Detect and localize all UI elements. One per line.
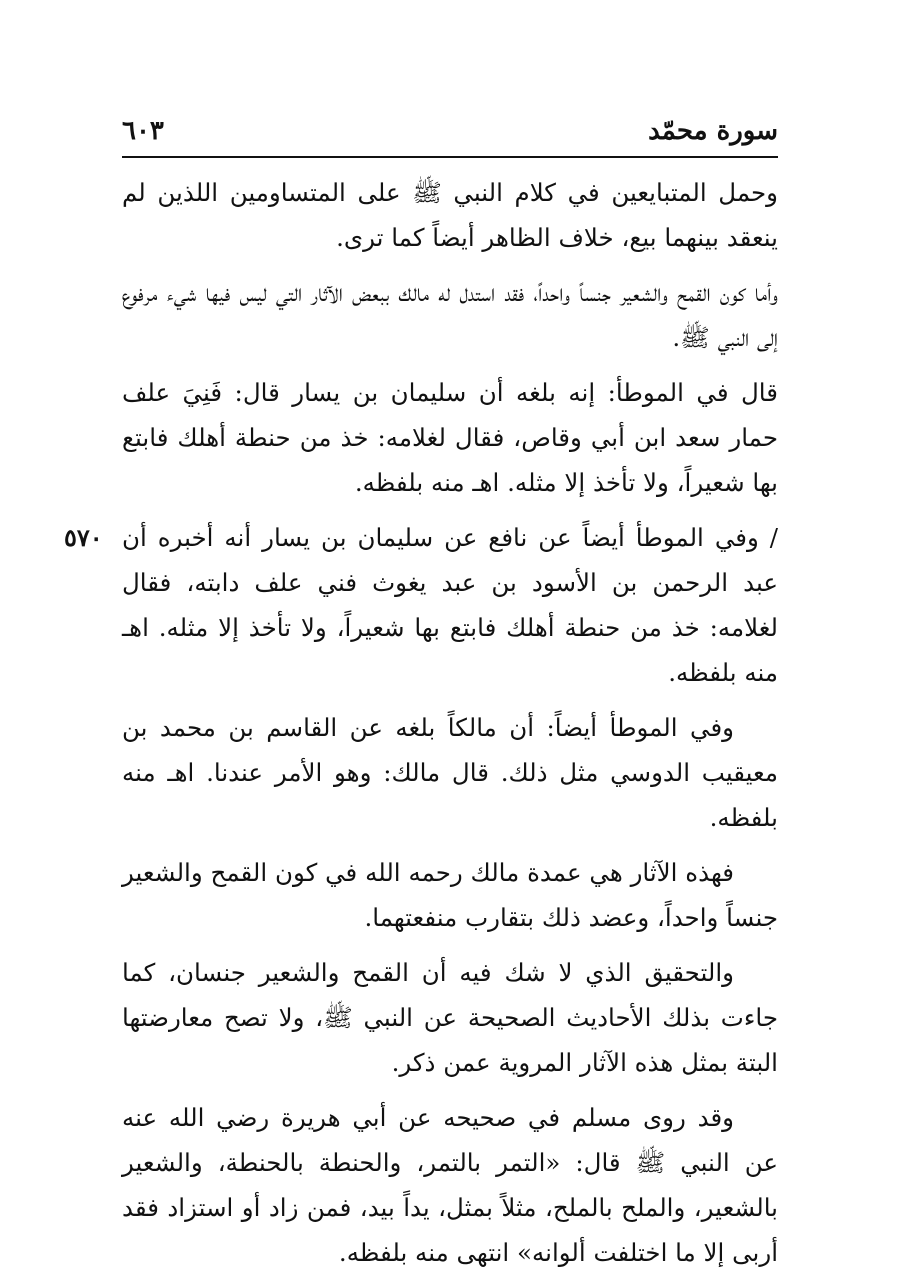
page-header [122,112,778,152]
page-number: ٦٠٣ [122,116,164,146]
paragraph-4: / وفي الموطأ أيضاً عن نافع عن سليمان بن يسار أنه أخبره أن عبد الرحمن بن الأسود بن عبد يغوث فني علف دابته، فقال لغلامه: خذ من حنطة أهلك فابتع بها شعيراً، ولا تأخذ إلا مثله. اهـ منه بلفظه. [122,523,778,687]
page-body [64,170,778,1285]
paragraph-5: وفي الموطأ أيضاً: أن مالكاً بلغه عن القاسم بن محمد بن معيقيب الدوسي مثل ذلك. قال مالك: وهو الأمر عندنا. اهـ منه بلفظه. [122,713,778,832]
surah-title: سورة محمّد [648,116,778,146]
header-divider [122,156,778,158]
paragraph-1: وحمل المتبايعين في كلام النبي ﷺ على المتساومين اللذين لم ينعقد بينهما بيع، خلاف الظاهر أيضاً كما ترى. [122,178,778,252]
paragraph-6: فهذه الآثار هي عمدة مالك رحمه الله في كون القمح والشعير جنساً واحداً، وعضد ذلك بتقارب منفعتهما. [122,858,778,932]
paragraph-4-block [64,515,778,695]
margin-page-number: ٥٧٠ [64,523,103,552]
paragraph-2: وأما كون القمح والشعير جنساً واحداً، فقد استدل له مالك ببعض الآثار التي ليس فيها شيء مرفوع إلى النبي ﷺ. [122,278,778,352]
paragraph-8: وقد روى مسلم في صحيحه عن أبي هريرة رضي الله عنه عن النبي ﷺ قال: «التمر بالتمر، والحنطة بالحنطة، والشعير بالشعير، والملح بالملح، مثلاً بمثل، يداً بيد، فمن زاد أو استزاد فقد أربى إلا ما اختلفت ألوانه» انتهى منه بلفظه. [122,1103,778,1267]
paragraph-7: والتحقيق الذي لا شك فيه أن القمح والشعير جنسان، كما جاءت بذلك الأحاديث الصحيحة عن النبي ﷺ، ولا تصح معارضتها البتة بمثل هذه الآثار المروية عمن ذكر. [122,958,778,1077]
paragraph-3: قال في الموطأ: إنه بلغه أن سليمان بن يسار قال: فَنِيَ علف حمار سعد ابن أبي وقاص، فقال لغلامه: خذ من حنطة أهلك فابتع بها شعيراً، ولا تأخذ إلا مثله. اهـ منه بلفظه. [122,378,778,497]
